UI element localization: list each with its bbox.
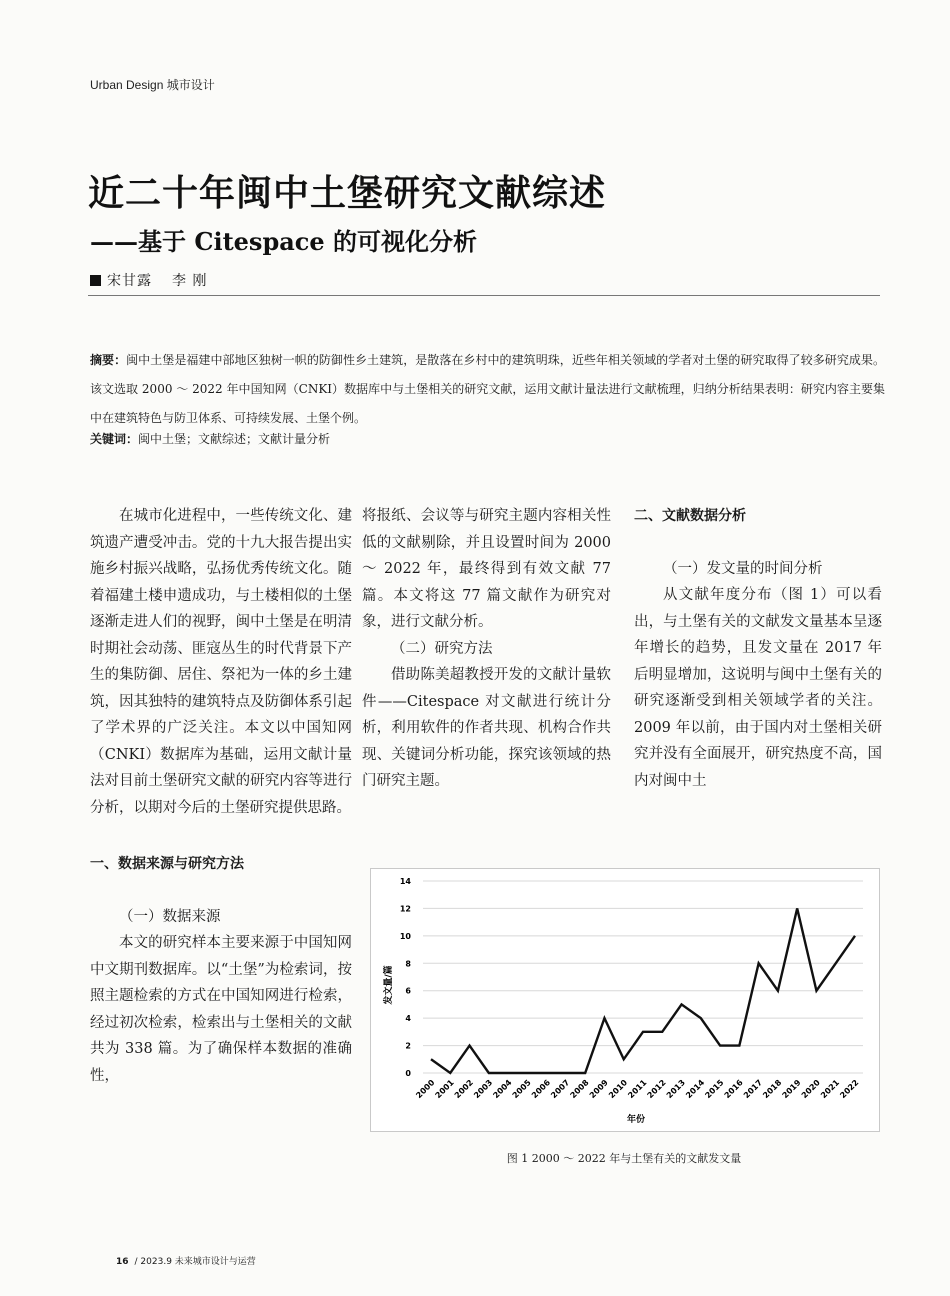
page-number: 16 [116, 1257, 129, 1267]
keywords-text: 闽中土堡；文献综述；文献计量分析 [138, 432, 331, 446]
data-source-continued: 将报纸、会议等与研究主题内容相关性低的文献剔除，并且设置时间为 2000 ～ 2022 年，最终得到有效文献 77 篇。本文将这 77 篇文献作为研究对象，进行文献分析。 [362, 508, 611, 630]
column-1 [90, 503, 352, 1089]
y-tick-label: 10 [399, 931, 411, 941]
x-tick-label: 2016 [722, 1078, 745, 1101]
subsection-heading-data-source: （一）数据来源 [119, 908, 221, 925]
figure-1-chart [370, 868, 880, 1132]
x-tick-label: 2021 [819, 1078, 842, 1101]
y-tick-label: 14 [399, 877, 411, 886]
line-chart [371, 869, 879, 1131]
author-name: 李 刚 [172, 273, 208, 289]
x-tick-label: 2005 [510, 1078, 533, 1101]
author-line [90, 270, 221, 290]
y-tick-label: 0 [405, 1069, 411, 1078]
section-heading-1: 一、数据来源与研究方法 [90, 856, 244, 872]
keywords-label: 关键词： [90, 432, 139, 446]
subsection-heading-time-analysis: （一）发文量的时间分析 [663, 560, 823, 577]
x-tick-label: 2019 [780, 1078, 803, 1101]
subsection-heading-method: （二）研究方法 [391, 640, 493, 657]
running-header: Urban Design 城市设计 [90, 78, 215, 92]
x-tick-label: 2008 [568, 1078, 591, 1101]
x-tick-label: 2017 [741, 1078, 765, 1101]
article-title: 近二十年闽中土堡研究文献综述 [88, 173, 607, 214]
x-tick-label: 2003 [472, 1078, 495, 1101]
section-heading-2: 二、文献数据分析 [634, 508, 746, 524]
x-tick-label: 2006 [529, 1078, 553, 1101]
author-name: 宋甘露 [107, 273, 152, 289]
x-tick-label: 2022 [838, 1078, 861, 1101]
article-subtitle: ——基于 Citespace 的可视化分析 [90, 227, 478, 256]
y-axis-label: 发文量/篇 [384, 965, 394, 1005]
keywords [90, 430, 330, 447]
intro-paragraph: 在城市化进程中，一些传统文化、建筑遗产遭受冲击。党的十九大报告提出实施乡村振兴战略，弘扬优秀传统文化。随着福建土楼申遗成功，与土楼相似的土堡逐渐走进人们的视野，闽中土堡是在明清时期社会动荡、匪寇丛生的时代背景下产生的集防御、居住、祭祀为一体的乡土建筑，因其独特的建筑特点及防御体系引起了学术界的广泛关注。本文以中国知网（CNKI）数据库为基础，运用文献计量法对目前土堡研究文献的研究内容等进行分析，以期对今后的土堡研究提供思路。 [90, 508, 352, 816]
time-analysis-paragraph: 从文献年度分布（图 1）可以看出，与土堡有关的文献发文量基本呈逐年增长的趋势，且发文量在 2017 年后明显增加，这说明与闽中土堡有关的研究逐渐受到相关领域学者的关注。2009 年以前，由于国内对土堡相关研究并没有全面展开，研究热度不高，国内对闽中土 [634, 587, 882, 789]
x-tick-label: 2009 [587, 1078, 610, 1101]
x-tick-label: 2004 [491, 1078, 514, 1101]
column-2 [362, 503, 611, 795]
x-tick-label: 2000 [414, 1078, 437, 1101]
page-footer [116, 1254, 256, 1267]
square-bullet-icon [90, 275, 101, 286]
figure-caption: 图 1 2000 ～ 2022 年与土堡有关的文献发文量 [506, 1152, 742, 1165]
abstract-text: 闽中土堡是福建中部地区独树一帜的防御性乡土建筑，是散落在乡村中的建筑明珠，近些年相关领域的学者对土堡的研究取得了较多研究成果。该文选取 2000 ～ 2022 年中国知网（CNKI）数据库中与土堡相关的研究文献，运用文献计量法进行文献梳理，归纳分析结果表明：研究内容主要集中在建筑特色与防卫体系、可持续发展、土堡个例。 [90, 353, 885, 425]
y-tick-label: 4 [405, 1014, 411, 1024]
x-tick-label: 2001 [433, 1078, 456, 1101]
abstract-label: 摘要： [90, 353, 127, 367]
x-tick-label: 2014 [684, 1078, 707, 1101]
y-tick-label: 6 [405, 986, 411, 996]
journal-info: / 2023.9 未来城市设计与运营 [134, 1257, 256, 1267]
x-axis-label: 年份 [626, 1115, 646, 1125]
abstract [90, 346, 885, 433]
y-tick-label: 2 [405, 1041, 411, 1051]
y-tick-label: 12 [399, 904, 411, 914]
title-divider [88, 295, 880, 296]
x-tick-label: 2012 [645, 1078, 668, 1101]
x-tick-label: 2011 [626, 1078, 649, 1101]
method-paragraph: 借助陈美超教授开发的文献计量软件——Citespace 对文献进行统计分析，利用软件的作者共现、机构合作共现、关键词分析功能，探究该领域的热门研究主题。 [362, 667, 611, 789]
y-tick-label: 8 [405, 959, 411, 969]
column-3 [634, 503, 882, 794]
x-tick-label: 2015 [703, 1078, 726, 1101]
x-tick-label: 2007 [549, 1078, 572, 1101]
x-tick-label: 2010 [607, 1078, 630, 1101]
x-tick-label: 2002 [452, 1078, 475, 1101]
x-tick-label: 2020 [799, 1078, 822, 1101]
x-tick-label: 2013 [664, 1078, 687, 1101]
data-source-paragraph: 本文的研究样本主要来源于中国知网中文期刊数据库。以“土堡”为检索词，按照主题检索的方式在中国知网进行检索，经过初次检索，检索出与土堡相关的文献共为 338 篇。为了确保样本数据的准确性， [90, 935, 352, 1084]
x-tick-label: 2018 [761, 1078, 784, 1101]
